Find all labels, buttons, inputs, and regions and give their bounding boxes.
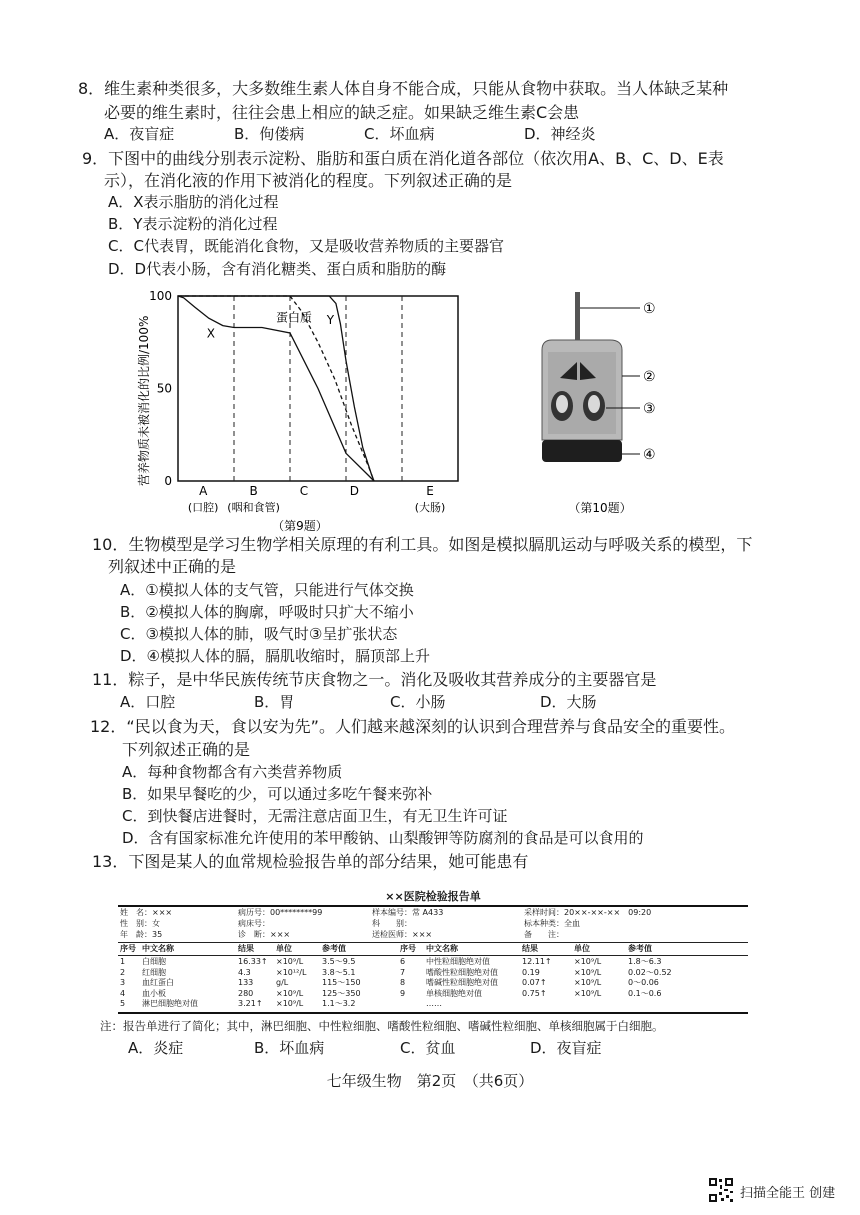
report-cell: ×10⁹/L: [574, 988, 602, 998]
report-cell: 133: [238, 978, 254, 987]
q10-option-a: A．①模拟人体的支气管，只能进行气体交换: [120, 581, 414, 599]
report-cell: ……: [426, 999, 442, 1008]
left-balloon-highlight: [556, 395, 568, 413]
y-tick-label: 0: [164, 474, 172, 488]
report-cell: 1.8～6.3: [628, 957, 662, 966]
report-cell: 12.11↑: [522, 957, 552, 966]
hdr-right-ref: 参考值: [628, 944, 652, 953]
q11-option-c: C．小肠: [390, 693, 446, 711]
q9-option-c: C．C代表胃，既能消化食物，又是吸收营养物质的主要器官: [108, 237, 504, 255]
report-cell: 0～0.06: [628, 978, 659, 987]
report-cell: 8: [400, 978, 406, 987]
q11-stem: 11．粽子，是中华民族传统节庆食物之一。消化及吸收其营养成分的主要器官是: [92, 670, 657, 689]
hdr-left-unit: 单位: [276, 944, 292, 953]
q13-option-c: C．贫血: [400, 1039, 456, 1057]
label-4: ④: [643, 447, 656, 463]
q8-option-b: B．佝偻病: [234, 125, 305, 143]
report-title: ××医院检验报告单: [385, 890, 481, 903]
q12-option-c: C．到快餐店进餐时，无需注意店面卫生，有无卫生许可证: [122, 807, 508, 825]
q11-option-d: D．大肠: [540, 693, 597, 711]
q9-stem-line1: 9．下图中的曲线分别表示淀粉、脂肪和蛋白质在消化道各部位（依次用A、B、C、D、E表: [82, 149, 724, 168]
q13-option-a: A．炎症: [128, 1039, 184, 1057]
meta-name: 姓 名：×××: [120, 908, 173, 917]
y-tick-label: 50: [156, 381, 172, 396]
report-cell: 2: [120, 967, 126, 977]
report-cell: 血小板: [142, 988, 166, 998]
report-cell: 4.3: [238, 967, 251, 977]
meta-bed-no: 病床号：: [238, 919, 270, 928]
hdr-left-no: 序号: [120, 944, 136, 953]
meta-diagnosis: 诊 断：×××: [238, 930, 291, 939]
report-cell: 3.8～5.1: [322, 967, 356, 977]
series-label: Y: [326, 312, 335, 327]
report-cell: 115～150: [322, 978, 361, 987]
scanner-watermark: 扫描全能王 创建: [740, 1186, 836, 1201]
report-cell: 1.1～3.2: [322, 999, 356, 1008]
report-cell: 0.07↑: [522, 978, 547, 987]
meta-age: 年 龄：35: [120, 930, 163, 939]
report-cell: 5: [120, 999, 126, 1008]
q12-option-a: A．每种食物都含有六类营养物质: [122, 763, 343, 781]
q12-option-b: B．如果早餐吃的少，可以通过多吃午餐来弥补: [122, 785, 433, 803]
q11-option-a: A．口腔: [120, 693, 176, 711]
report-cell: 白细胞: [142, 957, 166, 966]
fig10-caption: （第10题）: [568, 501, 632, 515]
lab-report: [118, 888, 748, 1016]
report-cell: 嗜酸性粒细胞绝对值: [426, 967, 498, 977]
report-note: 注：报告单进行了简化；其中，淋巴细胞、中性粒细胞、嗜酸性粒细胞、嗜碱性粒细胞、单核细胞属于白细胞。: [100, 1019, 664, 1033]
rubber-membrane-diaphragm: [542, 440, 622, 462]
report-cell: 0.02～0.52: [628, 967, 672, 977]
x-category-label: C: [299, 484, 309, 498]
q12-stem-line1: 12．“民以食为天，食以安为先”。人们越来越深刻的认识到合理营养与食品安全的重要性。: [90, 717, 735, 736]
q8-option-a: A．夜盲症: [104, 125, 175, 143]
report-cell: 嗜碱性粒细胞绝对值: [426, 978, 498, 987]
series-label: 蛋白质: [276, 310, 313, 325]
hdr-right-unit: 单位: [574, 944, 590, 953]
right-balloon-highlight: [588, 395, 600, 413]
hdr-right-result: 结果: [522, 944, 538, 953]
chart-series: [178, 296, 374, 481]
q10-option-b: B．②模拟人体的胸廓，呼吸时只扩大不缩小: [120, 603, 414, 621]
report-cell: 淋巴细胞绝对值: [142, 999, 198, 1008]
report-cell: 3: [120, 978, 126, 987]
report-cell: 0.19: [522, 967, 540, 977]
report-top-rule: [118, 905, 748, 907]
x-category-label: E: [426, 484, 434, 498]
meta-sample-no: 样本编号：常 A433: [372, 908, 444, 917]
q13-stem: 13．下图是某人的血常规检验报告单的部分结果，她可能患有: [92, 852, 529, 871]
report-cell: ×10¹²/L: [276, 967, 307, 977]
q9-stem-line2: 示），在消化液的作用下被消化的程度。下列叙述正确的是: [104, 171, 513, 190]
x-category-note: (口腔): [187, 501, 219, 514]
hdr-right-no: 序号: [400, 944, 416, 953]
report-cell: ×10⁹/L: [574, 978, 602, 987]
report-cell: ×10⁹/L: [574, 967, 602, 977]
chart-x-categories: [188, 484, 445, 514]
report-cell: ×10⁹/L: [276, 988, 304, 998]
report-header-top-rule: [118, 942, 748, 943]
report-cell: ×10⁹/L: [574, 957, 602, 966]
x-category-note: (大肠): [414, 501, 446, 514]
meta-specimen-type: 标本种类：全血: [524, 919, 580, 928]
chart-y-ticks: [149, 289, 172, 488]
y-tick-label: 100: [149, 289, 172, 303]
meta-physician: 送检医师：×××: [372, 930, 433, 939]
report-cell: 3.5～9.5: [322, 957, 356, 966]
meta-sample-time: 采样时间：20××-××-×× 09:20: [524, 908, 652, 917]
diaphragm-model-figure: [530, 290, 690, 520]
report-cell: g/L: [276, 978, 289, 987]
x-category-label: D: [349, 484, 360, 498]
q9-option-a: A．X表示脂肪的消化过程: [108, 193, 279, 211]
report-cell: 4: [120, 988, 126, 998]
page-footer: 七年级生物 第2页 （共6页）: [326, 1072, 534, 1090]
q12-stem-line2: 下列叙述正确的是: [122, 740, 251, 759]
meta-sex: 性 别：女: [120, 919, 160, 928]
q13-option-d: D．夜盲症: [530, 1039, 602, 1057]
hdr-left-ref: 参考值: [322, 944, 346, 953]
series-label: X: [206, 326, 215, 341]
meta-record-no: 病历号：00********99: [238, 908, 323, 917]
q10-option-c: C．③模拟人体的肺，吸气时③呈扩张状态: [120, 625, 398, 643]
report-cell: ×10⁹/L: [276, 957, 304, 966]
report-cell: 7: [400, 967, 406, 977]
report-cell: 3.21↑: [238, 999, 263, 1008]
report-cell: 红细胞: [142, 967, 166, 977]
x-category-label: B: [249, 484, 258, 498]
report-cell: 血红蛋白: [142, 978, 174, 987]
report-bottom-rule: [118, 1012, 748, 1014]
report-header-bottom-rule: [118, 955, 748, 956]
meta-remarks: 备 注：: [524, 930, 564, 939]
q13-option-b: B．坏血病: [254, 1039, 325, 1057]
hdr-left-name: 中文名称: [142, 944, 174, 953]
report-cell: 中性粒细胞绝对值: [426, 957, 490, 966]
report-cell: ×10⁹/L: [276, 999, 304, 1008]
q10-stem-line1: 10．生物模型是学习生物学相关原理的有利工具。如图是模拟膈肌运动与呼吸关系的模型，下: [92, 535, 753, 554]
q10-option-d: D．④模拟人体的膈，膈肌收缩时，膈顶部上升: [120, 647, 430, 665]
q8-stem-line2: 必要的维生素时，往往会患上相应的缺乏症。如果缺乏维生素C会患: [104, 103, 580, 122]
report-cell: 单核细胞绝对值: [426, 988, 482, 998]
report-cell: 0.75↑: [522, 988, 547, 998]
q8-option-c: C．坏血病: [364, 125, 435, 143]
report-cell: 6: [400, 957, 406, 966]
q8-stem-line1: 8．维生素种类很多，大多数维生素人体自身不能合成，只能从食物中获取。当人体缺乏某种: [78, 79, 729, 98]
q10-stem-line2: 列叙述中正确的是: [108, 557, 237, 576]
chart-y-axis-label: 营养物质未被消化的比例/100%: [137, 315, 151, 486]
report-cell: 280: [238, 988, 254, 998]
q8-option-d: D．神经炎: [524, 125, 596, 143]
label-3: ③: [643, 401, 656, 417]
label-2: ②: [643, 369, 656, 385]
q9-option-d: D．D代表小肠，含有消化糖类、蛋白质和脂肪的酶: [108, 260, 447, 278]
label-1: ①: [643, 301, 656, 317]
report-cell: 125～350: [322, 988, 361, 998]
q11-option-b: B．胃: [254, 693, 295, 711]
q12-option-d: D．含有国家标准允许使用的苯甲酸钠、山梨酸钾等防腐剂的食品是可以食用的: [122, 829, 644, 847]
x-category-note: (咽和食管): [227, 501, 280, 514]
qr-code-icon: [708, 1177, 734, 1203]
report-cell: 9: [400, 988, 406, 998]
q9-option-b: B．Y表示淀粉的消化过程: [108, 215, 278, 233]
meta-department: 科 别：: [372, 919, 412, 928]
x-category-label: A: [199, 484, 208, 498]
report-cell: 1: [120, 957, 126, 966]
hdr-left-result: 结果: [238, 944, 254, 953]
chart-caption: （第9题）: [272, 519, 328, 533]
report-cell: 16.33↑: [238, 957, 268, 966]
digestion-chart: [120, 286, 470, 534]
hdr-right-name: 中文名称: [426, 944, 458, 953]
report-cell: 0.1～0.6: [628, 988, 662, 998]
